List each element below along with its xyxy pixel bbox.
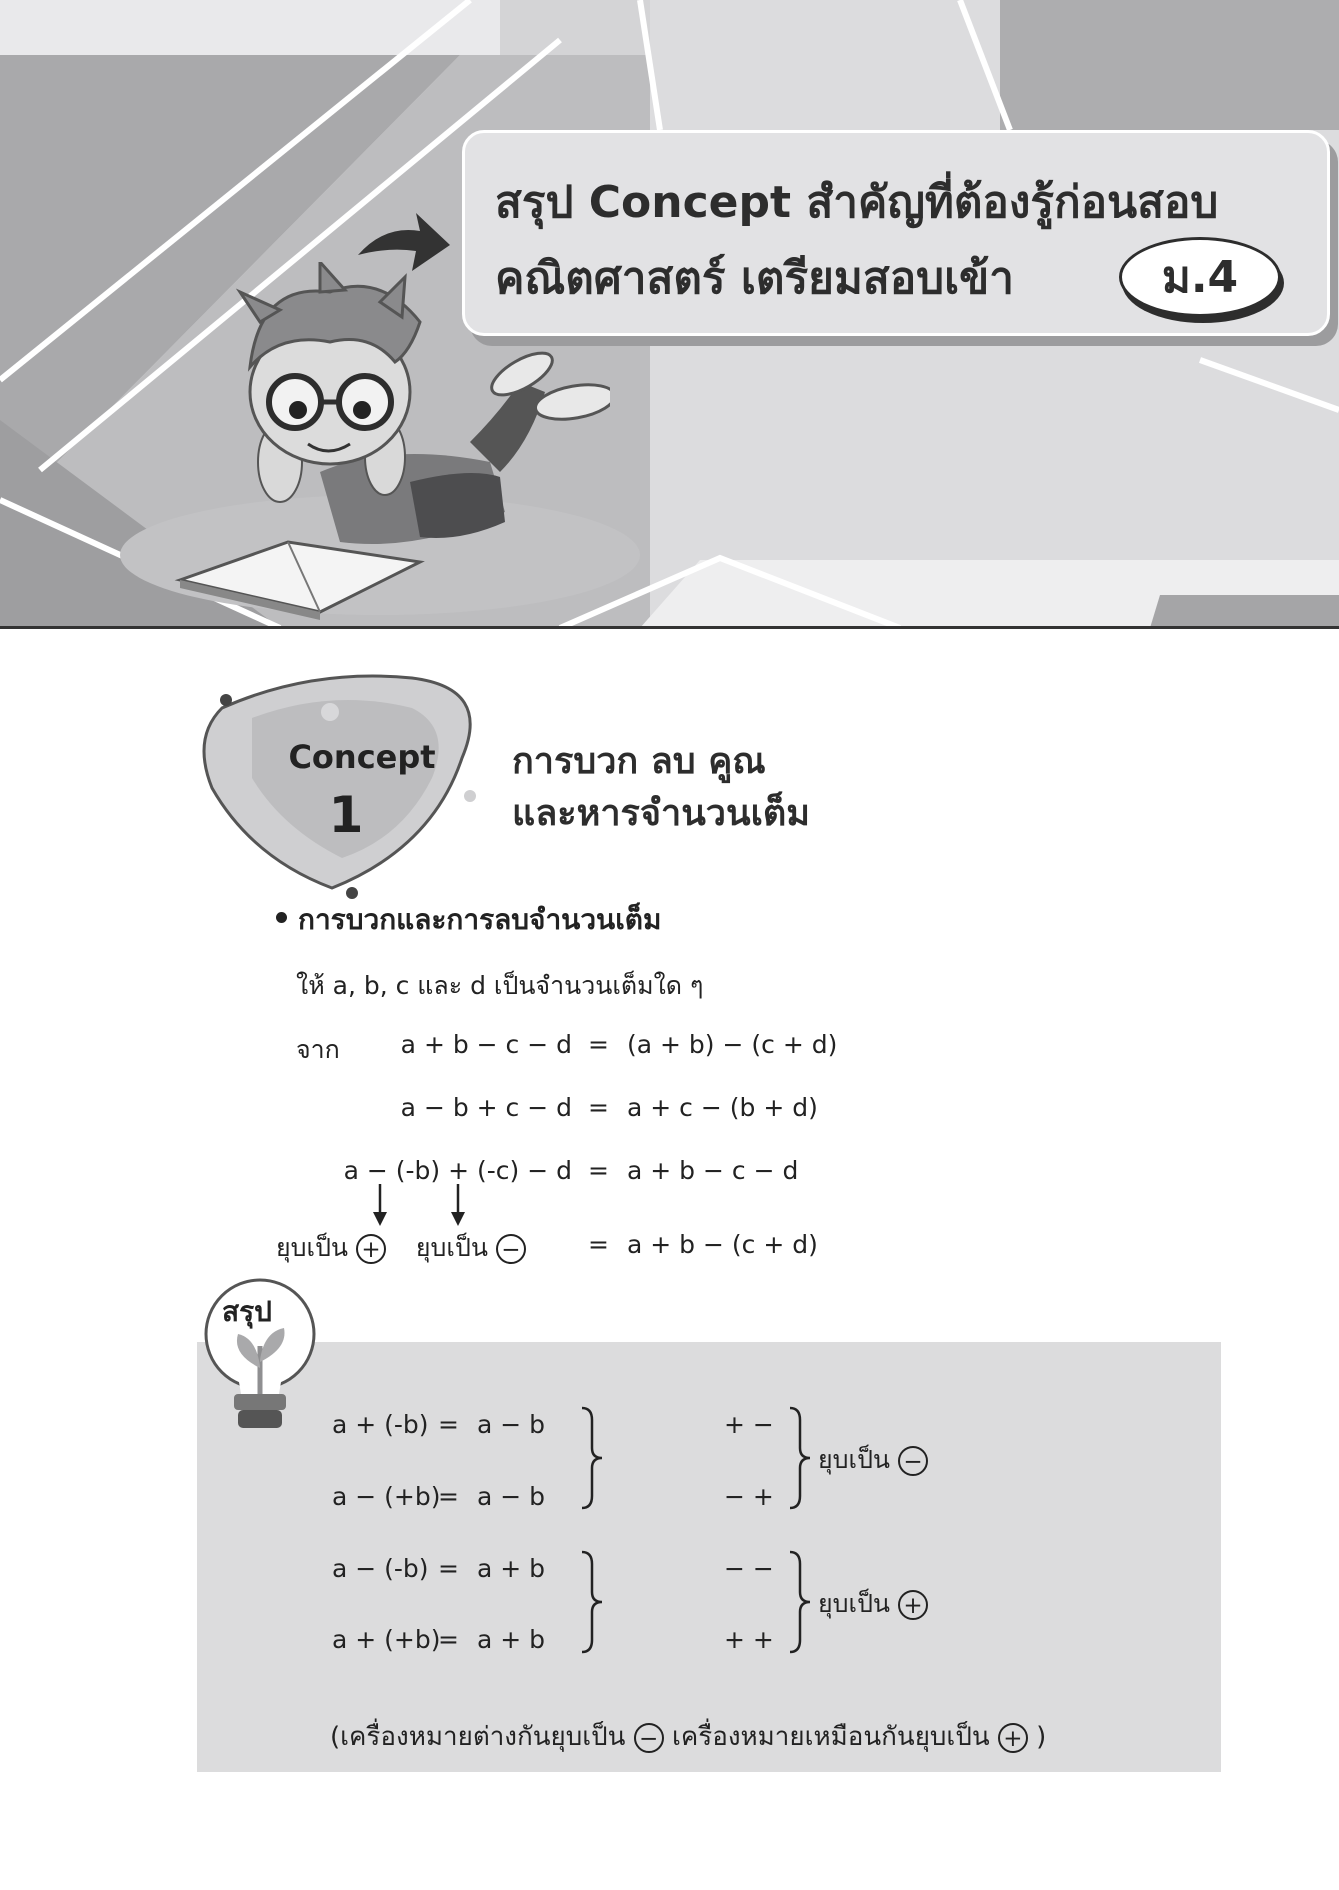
equals-sign: = <box>438 1625 459 1654</box>
equation-left: a − (-b) + (-c) − d <box>343 1156 572 1185</box>
grade-badge: ม.4 <box>1119 237 1281 317</box>
bullet-point <box>276 912 287 923</box>
sign-pair: − − <box>724 1554 774 1583</box>
plus-circle-icon: + <box>998 1723 1028 1753</box>
sign-pair: + + <box>724 1625 774 1654</box>
collapse-group <box>818 1440 928 1480</box>
equals-sign: = <box>588 1093 609 1122</box>
rule-right: a − b <box>477 1482 546 1511</box>
rule-right: a + b <box>477 1625 546 1654</box>
sign-pair: − + <box>724 1482 774 1511</box>
summary-label: สรุป <box>222 1295 272 1328</box>
collapse-label: ยุบเป็น <box>818 1445 891 1474</box>
rule-right: a − b <box>477 1410 546 1439</box>
sign-pair: + − <box>724 1410 774 1439</box>
footnote-text: เครื่องหมายเหมือนกันยุบเป็น <box>671 1722 990 1752</box>
footnote-text: เครื่องหมายต่างกันยุบเป็น <box>340 1722 626 1752</box>
footnote-close-paren: ) <box>1036 1722 1047 1752</box>
section-heading: การบวกและการลบจำนวนเต็ม <box>298 903 662 936</box>
collapse-arrows <box>368 1182 468 1230</box>
equation-left: a + b − c − d <box>400 1030 572 1059</box>
rule-left: a + (-b) <box>332 1410 429 1439</box>
rule-right: a + b <box>477 1554 546 1583</box>
equals-sign: = <box>588 1230 609 1259</box>
collapse-group <box>818 1584 928 1624</box>
equals-sign: = <box>438 1410 459 1439</box>
down-arrow-icon <box>451 1184 465 1226</box>
equation-right: (a + b) − (c + d) <box>627 1030 838 1059</box>
equals-sign: = <box>438 1482 459 1511</box>
intro-text: ให้ a, b, c และ d เป็นจำนวนเต็มใด ๆ <box>296 971 704 1000</box>
rule-left: a − (+b) <box>332 1482 441 1511</box>
collapse-row <box>276 1228 526 1268</box>
concept-title-line-2: และหารจำนวนเต็ม <box>512 793 811 834</box>
equation-right: a + b − (c + d) <box>627 1230 818 1259</box>
title-box <box>462 130 1330 336</box>
footnote-open-paren: ( <box>330 1722 341 1752</box>
concept-number: 1 <box>328 786 364 844</box>
rule-left: a + (+b) <box>332 1625 441 1654</box>
from-label: จาก <box>296 1035 340 1064</box>
collapse-label: ยุบเป็น <box>818 1589 891 1618</box>
concept-title-line-1: การบวก ลบ คูณ <box>512 741 766 782</box>
minus-circle-icon: − <box>898 1446 928 1476</box>
equation-right: a + b − c − d <box>627 1156 799 1185</box>
collapse-label: ยุบเป็น <box>276 1233 349 1262</box>
right-brace-icon <box>786 1404 816 1512</box>
equation-left: a − b + c − d <box>400 1093 572 1122</box>
concept-label: Concept <box>288 738 436 776</box>
minus-circle-icon: − <box>634 1723 664 1753</box>
plus-circle-icon: + <box>898 1590 928 1620</box>
equals-sign: = <box>438 1554 459 1583</box>
minus-circle-icon: − <box>496 1234 526 1264</box>
down-arrow-icon <box>373 1184 387 1226</box>
summary-footnote <box>330 1716 1046 1757</box>
page-title-line-1: สรุป Concept สำคัญที่ต้องรู้ก่อนสอบ <box>495 177 1219 228</box>
right-brace-icon <box>786 1548 816 1656</box>
equation-right: a + c − (b + d) <box>627 1093 818 1122</box>
plus-circle-icon: + <box>356 1234 386 1264</box>
right-brace-icon <box>578 1404 608 1512</box>
collapse-label: ยุบเป็น <box>415 1233 488 1262</box>
page-title-line-2: คณิตศาสตร์ เตรียมสอบเข้า <box>495 253 1014 304</box>
equals-sign: = <box>588 1156 609 1185</box>
equals-sign: = <box>588 1030 609 1059</box>
banner-divider <box>0 626 1339 629</box>
right-brace-icon <box>578 1548 608 1656</box>
rule-left: a − (-b) <box>332 1554 429 1583</box>
